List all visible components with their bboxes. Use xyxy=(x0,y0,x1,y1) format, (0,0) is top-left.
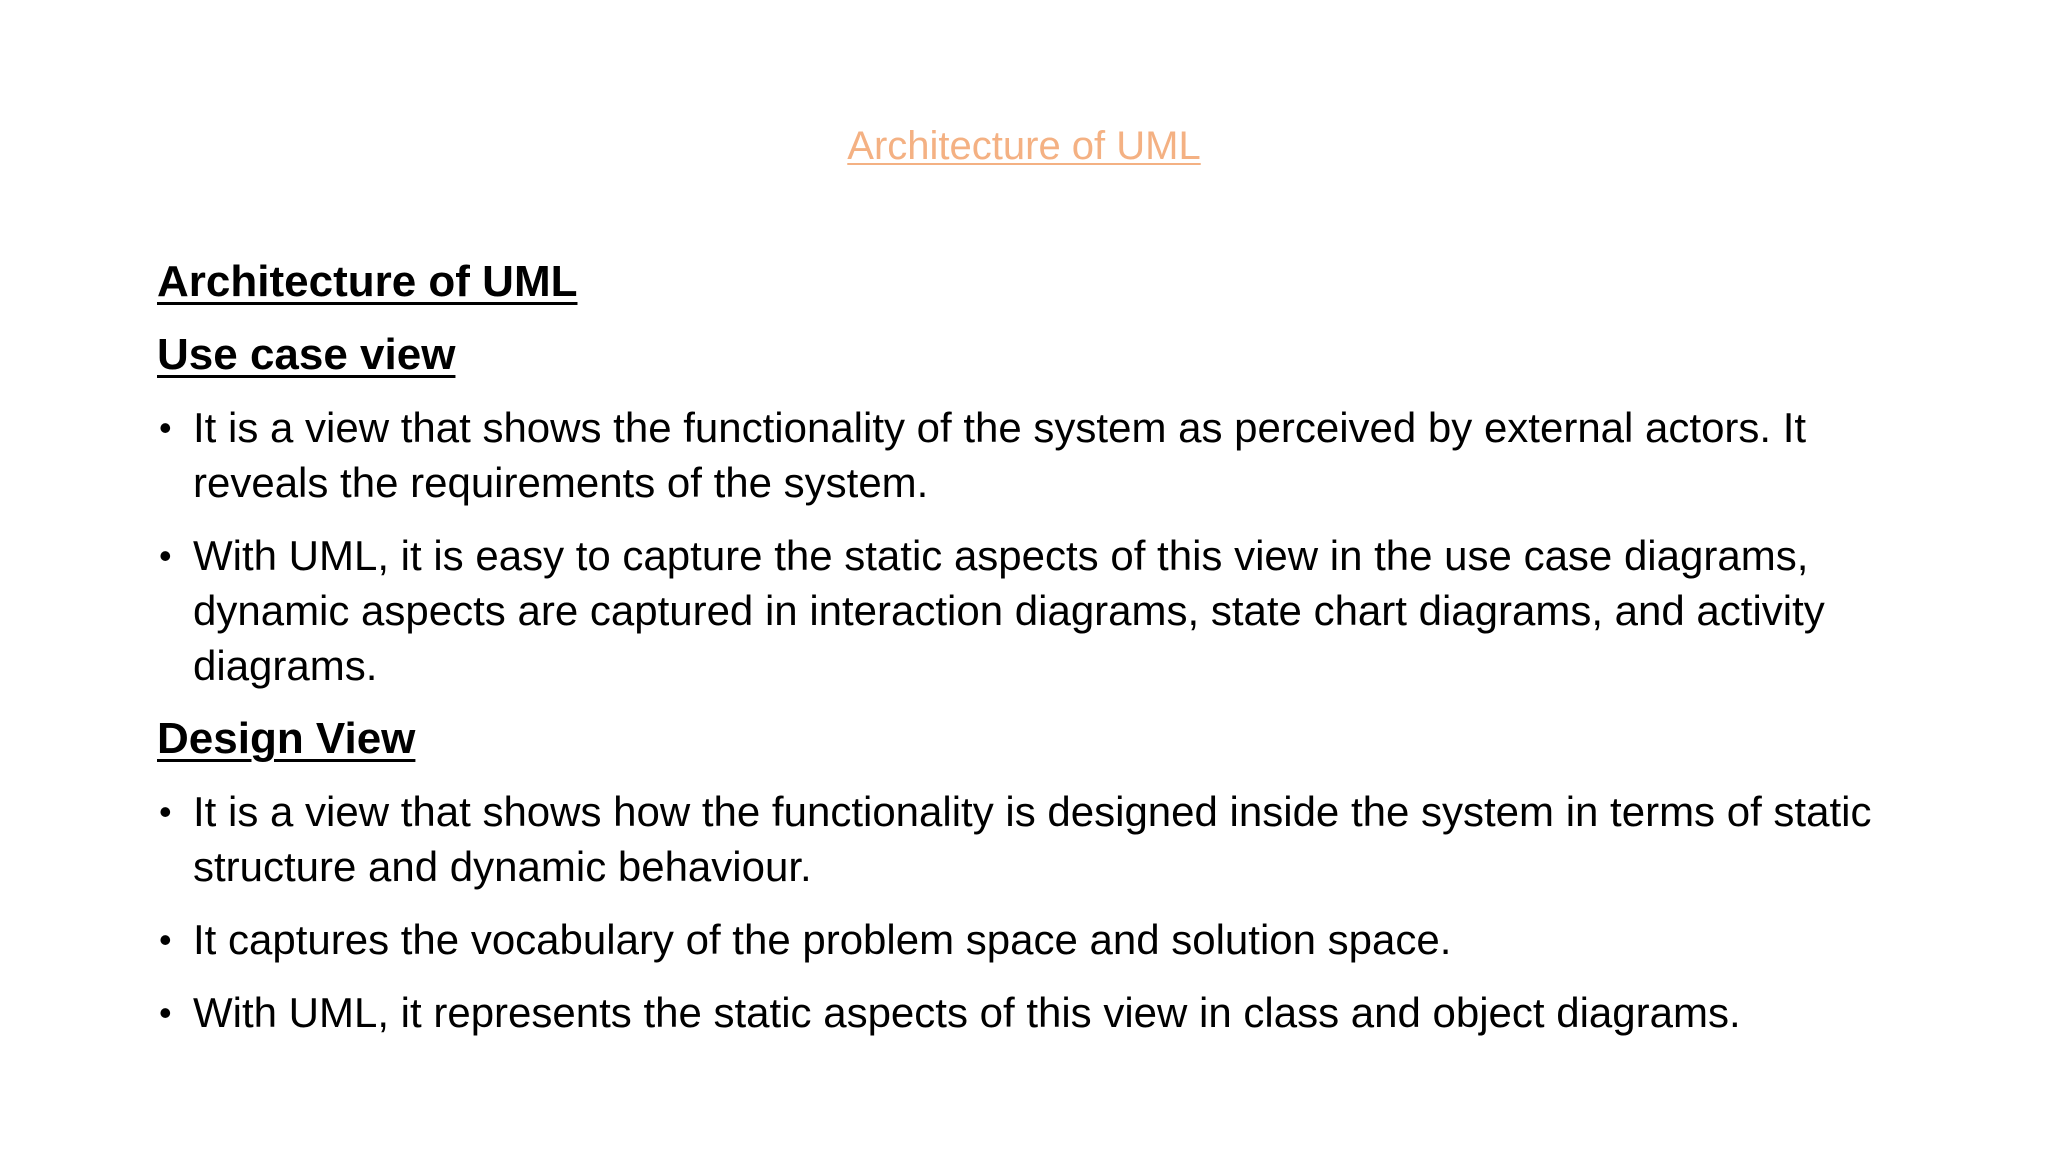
bullet-item xyxy=(157,784,1917,894)
bullet-text: It is a view that shows how the functionality is designed inside the system in terms of static structure and dynamic behaviour. xyxy=(193,788,1872,890)
bullet-dot-icon: • xyxy=(159,919,172,960)
bullet-dot-icon: • xyxy=(159,992,172,1033)
bullet-text: It is a view that shows the functionality of the system as perceived by external actors. It reveals the requirements of the system. xyxy=(193,404,1807,506)
use-case-view-bullets xyxy=(157,400,1917,693)
slide-content xyxy=(157,254,1917,1058)
bullet-text: With UML, it represents the static aspects of this view in class and object diagrams. xyxy=(193,989,1741,1036)
bullet-dot-icon: • xyxy=(159,791,172,832)
bullet-item xyxy=(157,912,1917,967)
bullet-item xyxy=(157,400,1917,510)
bullet-dot-icon: • xyxy=(159,535,172,576)
bullet-text: With UML, it is easy to capture the static aspects of this view in the use case diagrams, dynamic aspects are captured in interaction diagrams, state chart diagrams, and activity diagrams. xyxy=(193,532,1825,689)
bullet-item xyxy=(157,528,1917,693)
section-heading-architecture: Architecture of UML xyxy=(157,257,578,306)
design-view-bullets xyxy=(157,784,1917,1040)
slide-title: Architecture of UML xyxy=(847,124,1201,168)
bullet-item xyxy=(157,985,1917,1040)
section-heading-design-view: Design View xyxy=(157,714,416,763)
section-heading-use-case-view: Use case view xyxy=(157,330,456,379)
bullet-dot-icon: • xyxy=(159,407,172,448)
bullet-text: It captures the vocabulary of the problem space and solution space. xyxy=(193,916,1452,963)
